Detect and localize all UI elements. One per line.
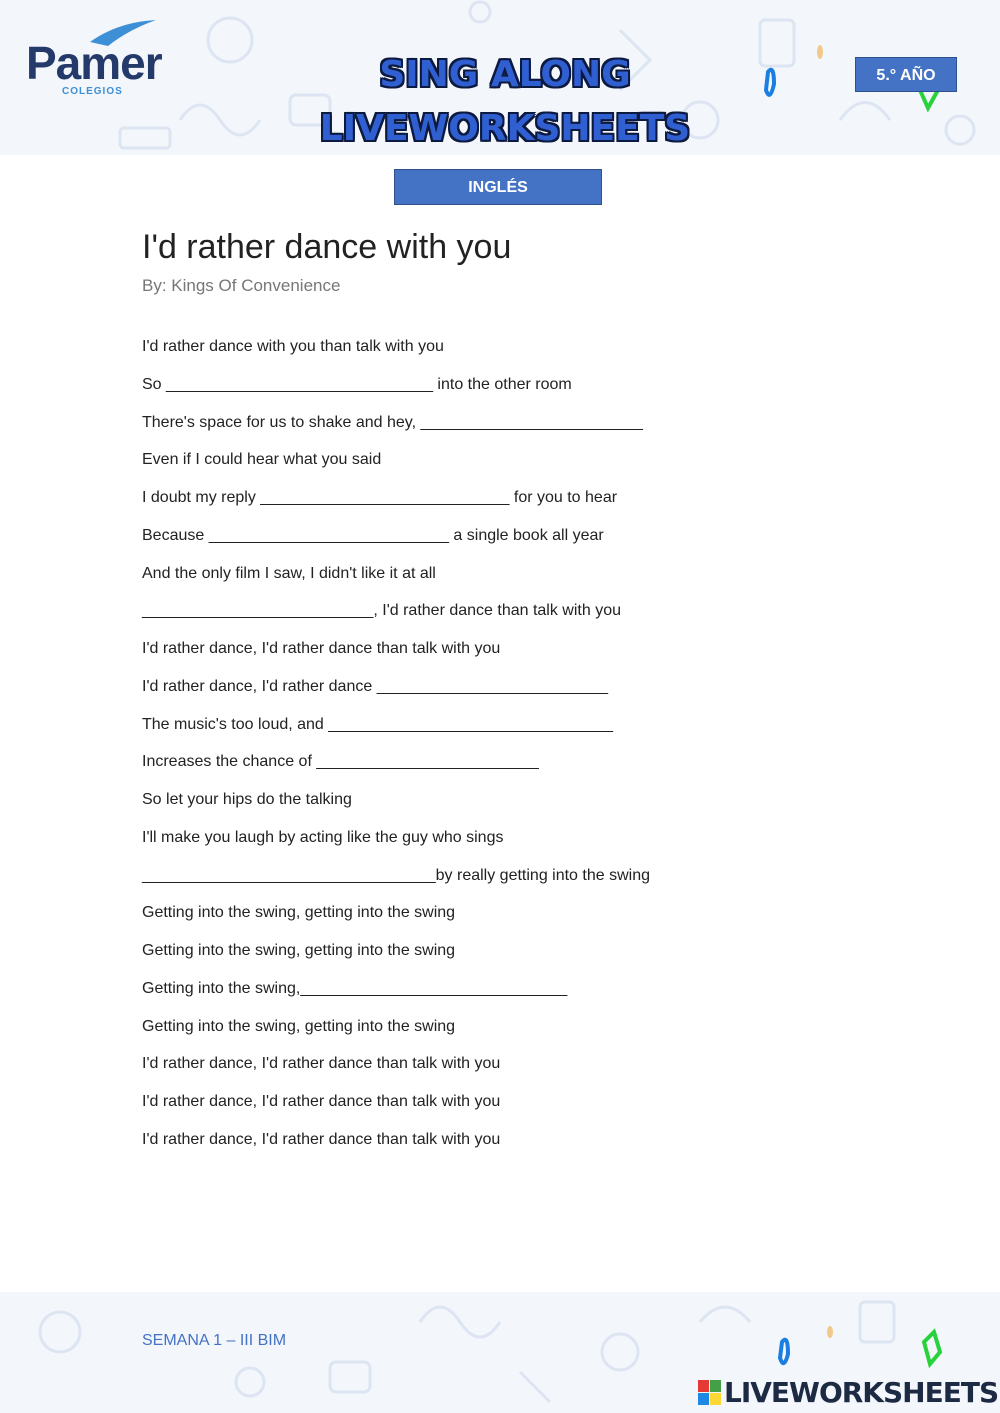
lyric-line[interactable]: Increases the chance of _________________________ [142, 753, 539, 771]
title-line-2: LIVEWORKSHEETS [319, 108, 691, 149]
lyric-line: Getting into the swing, getting into the swing [142, 1017, 456, 1035]
lyric-line: I'd rather dance, I'd rather dance than talk with you [142, 1093, 501, 1110]
grade-badge: 5.° AÑO [855, 57, 957, 92]
lyric-line: I'd rather dance, I'd rather dance than talk with you [142, 1130, 501, 1148]
subject-badge: INGLÉS [394, 169, 602, 205]
lyric-line: Getting into the swing, getting into the swing [142, 942, 456, 959]
title-line-1: SING ALONG [379, 54, 631, 95]
lyric-line: Even if I could hear what you said [142, 451, 382, 469]
pamer-logo [26, 18, 176, 108]
lyric-line[interactable]: The music's too loud, and ________________________________ [142, 715, 614, 733]
logo-wordmark: Pamer [26, 37, 162, 89]
lyric-line: I'd rather dance, I'd rather dance than talk with you [142, 640, 501, 657]
lyric-line[interactable]: _________________________________by really getting into the swing [142, 866, 650, 884]
logo-subtitle: COLEGIOS [62, 86, 123, 97]
lyric-line[interactable]: Getting into the swing,______________________________ [142, 979, 568, 997]
liveworksheets-wordmark: LIVEWORKSHEETS [724, 1376, 999, 1409]
lyric-line[interactable]: I doubt my reply ____________________________ for you to hear [142, 489, 618, 506]
liveworksheets-logo-icon [698, 1380, 722, 1406]
lyric-line: So let your hips do the talking [142, 791, 352, 808]
page-title [250, 48, 760, 156]
lyric-line[interactable]: Because ___________________________ a single book all year [142, 526, 604, 544]
yellow-doodle-icon [817, 45, 823, 59]
lyric-line[interactable]: __________________________, I'd rather dance than talk with you [142, 602, 621, 620]
lyric-line: I'd rather dance, I'd rather dance than talk with you [142, 1055, 501, 1073]
song-title: I'd rather dance with you [142, 228, 512, 266]
green-doodle-icon [924, 1332, 940, 1364]
footer-week-label: SEMANA 1 – III BIM [142, 1332, 287, 1349]
song-artist: By: Kings Of Convenience [142, 276, 341, 295]
blue-doodle-icon [766, 70, 774, 95]
lyrics-list [142, 336, 862, 1167]
lyric-line: I'd rather dance with you than talk with you [142, 338, 444, 355]
blue-doodle-icon [780, 1340, 788, 1363]
yellow-doodle-icon [827, 1326, 833, 1338]
lyric-line: I'll make you laugh by acting like the guy who sings [142, 828, 504, 846]
lyric-line: Getting into the swing, getting into the swing [142, 904, 456, 922]
lyric-line[interactable]: There's space for us to shake and hey, _________________________ [142, 413, 643, 431]
lyric-line[interactable]: So ______________________________ into the other room [142, 375, 572, 393]
lyric-line: And the only film I saw, I didn't like it at all [142, 564, 436, 582]
lyric-line[interactable]: I'd rather dance, I'd rather dance __________________________ [142, 677, 609, 695]
